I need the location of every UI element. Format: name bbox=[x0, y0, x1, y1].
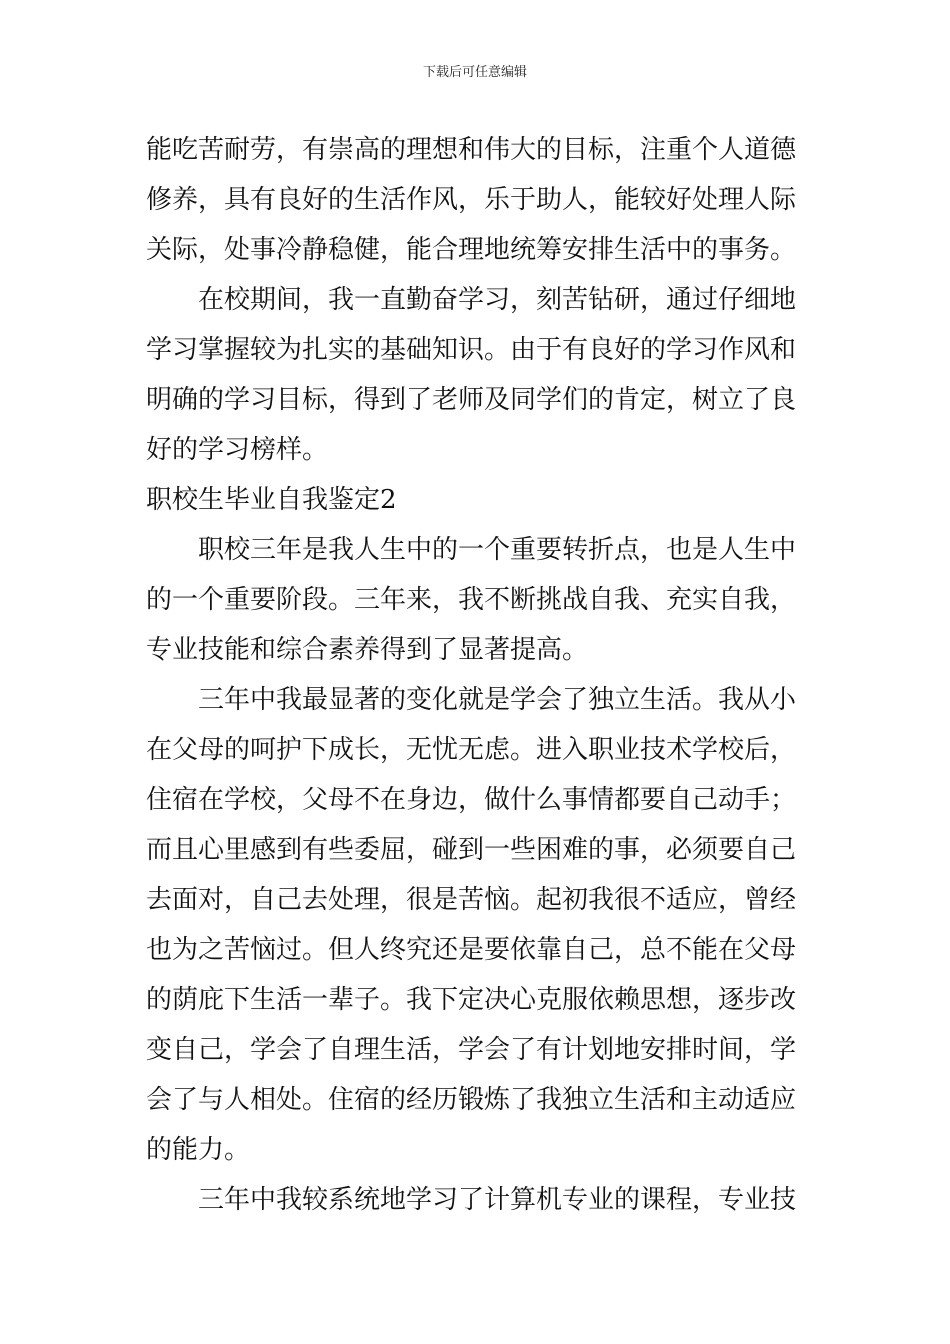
text-line: 也为之苦恼过。但人终究还是要依靠自己，总不能在父母 bbox=[146, 935, 797, 965]
text-line: 会了与人相处。住宿的经历锻炼了我独立生活和主动适应 bbox=[146, 1085, 797, 1115]
text-line: 去面对，自己去处理，很是苦恼。起初我很不适应，曾经 bbox=[146, 885, 797, 915]
text-line: 能吃苦耐劳，有崇高的理想和伟大的目标，注重个人道德 bbox=[146, 135, 797, 165]
text-line: 的一个重要阶段。三年来，我不断挑战自我、充实自我， bbox=[146, 585, 797, 615]
text-line: 而且心里感到有些委屈，碰到一些困难的事，必须要自己 bbox=[146, 835, 797, 865]
text-line: 三年中我较系统地学习了计算机专业的课程，专业技 bbox=[198, 1185, 797, 1215]
text-line: 的能力。 bbox=[146, 1135, 251, 1165]
text-line: 职校三年是我人生中的一个重要转折点，也是人生中 bbox=[198, 535, 797, 565]
text-line: 变自己，学会了自理生活，学会了有计划地安排时间，学 bbox=[146, 1035, 797, 1065]
text-line: 好的学习榜样。 bbox=[146, 435, 329, 465]
text-line: 学习掌握较为扎实的基础知识。由于有良好的学习作风和 bbox=[146, 335, 797, 365]
section-heading: 职校生毕业自我鉴定2 bbox=[146, 485, 397, 515]
text-line: 明确的学习目标，得到了老师及同学们的肯定，树立了良 bbox=[146, 385, 797, 415]
text-line: 修养，具有良好的生活作风，乐于助人，能较好处理人际 bbox=[146, 185, 797, 215]
page-header: 下载后可任意编辑 bbox=[422, 65, 527, 80]
text-line: 专业技能和综合素养得到了显著提高。 bbox=[146, 635, 589, 665]
text-line: 的荫庇下生活一辈子。我下定决心克服依赖思想，逐步改 bbox=[146, 985, 797, 1015]
text-line: 在父母的呵护下成长，无忧无虑。进入职业技术学校后， bbox=[146, 735, 797, 765]
text-line: 住宿在学校，父母不在身边，做什么事情都要自己动手； bbox=[146, 785, 797, 815]
text-line: 关际，处事冷静稳健，能合理地统筹安排生活中的事务。 bbox=[146, 235, 797, 265]
text-line: 在校期间，我一直勤奋学习，刻苦钻研，通过仔细地 bbox=[198, 285, 797, 315]
text-line: 三年中我最显著的变化就是学会了独立生活。我从小 bbox=[198, 685, 797, 715]
